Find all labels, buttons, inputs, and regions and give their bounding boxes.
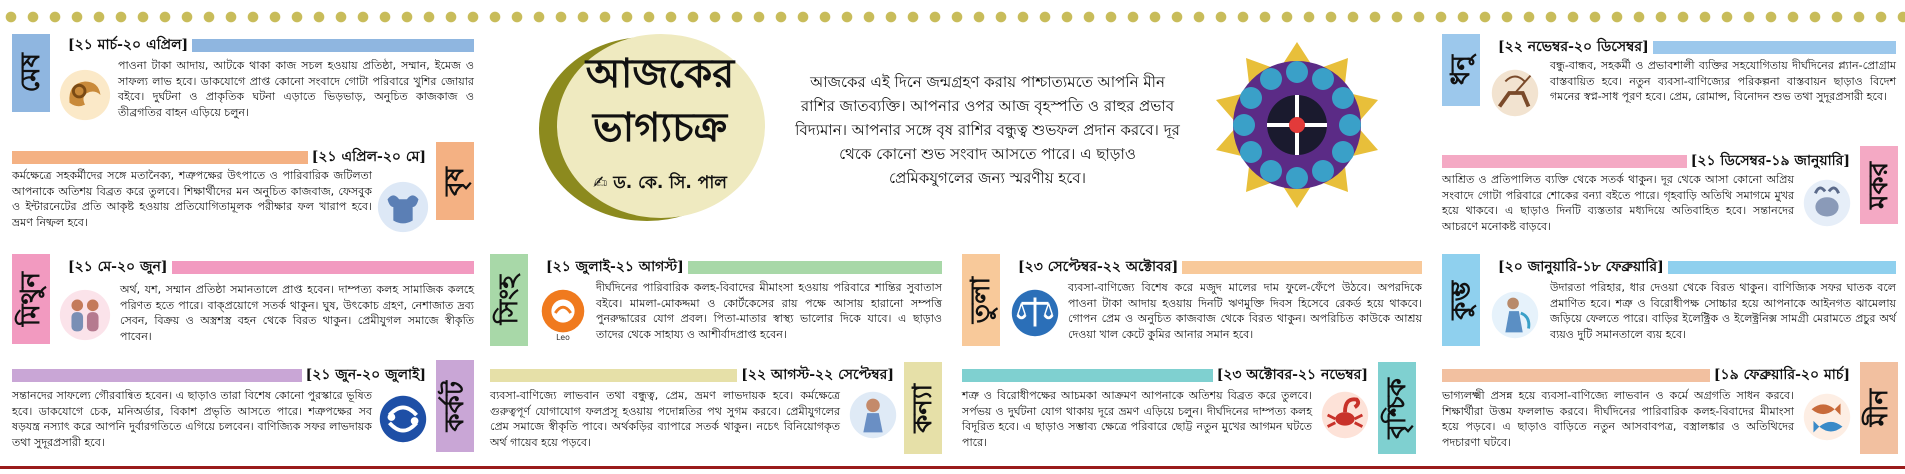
zodiac-wheel-image xyxy=(1212,40,1382,210)
sign-header xyxy=(64,258,474,276)
sign-date: [২২ আগস্ট-২২ সেপ্টেম্বর] xyxy=(737,363,898,387)
sign-name-tab xyxy=(490,254,528,346)
header-bar xyxy=(172,261,474,274)
twins-icon xyxy=(56,286,114,344)
scorpion-icon xyxy=(1316,386,1374,444)
bull-icon xyxy=(374,178,432,236)
sign-name-tab xyxy=(436,360,474,452)
sign-name-tab xyxy=(904,362,942,454)
sign-name: কুম্ভ xyxy=(1446,280,1476,320)
header-bar xyxy=(12,369,302,382)
sign-name-tab xyxy=(12,254,50,344)
ram-icon xyxy=(56,66,114,124)
author-name: ড. কে. সি. পাল xyxy=(613,173,727,193)
sign-name-tab xyxy=(1442,254,1480,346)
sign-header xyxy=(1442,152,1854,170)
title-line2: ভাগ্যচক্র xyxy=(592,104,728,151)
sign-date: [২২ নভেম্বর-২০ ডিসেম্বর] xyxy=(1494,35,1653,59)
sign-date: [২১ জুন-২০ জুলাই] xyxy=(302,363,430,387)
sign-text: উদারতা পরিহার, ধার দেওয়া থেকে বিরত থাকুন। বাণিজ্যিক সফর ঘাতক বলে প্রমাণিত হবে। শত্রু ও বিরোধীপক্ষ সোচ্চার হয়ে আপনাকে আইনগত ঝামেলায় জড়িয়ে ফেলতে পারে। বাড়ির ইলেক্ট্রিক ও ইলেক্ট্রনিক্স সামগ্রী মেরামতে প্রচুর অর্থ ব্যয়ও দুটি সমানতালে ব্যয় হবে। xyxy=(1550,281,1896,341)
sign-header xyxy=(1014,258,1422,276)
sign-name-tab xyxy=(1860,362,1898,454)
water-bearer-icon xyxy=(1486,286,1544,344)
sign-date: [২৩ সেপ্টেম্বর-২২ অক্টোবর] xyxy=(1014,255,1182,279)
fish-icon xyxy=(1798,388,1856,446)
sign-text: অর্থ, যশ, সম্মান প্রতিষ্ঠা সমানতালে প্রাপ্ত হবেন। দাম্পত্য কলহ সামাজিক কলহে পরিণত হতে পারে। বাক্প্রয়োগে সতর্ক থাকুন। ঘুষ, উৎকোচ গ্রহণ, নেশাজাত দ্রব্য সেবন, বিক্রয় ও অস্ত্রশস্ত্র বহন থেকে বিরত থাকুন। প্রেমীযুগল সমাজে স্বীকৃতি পাবেন। xyxy=(120,283,474,343)
sign-date: [২১ এপ্রিল-২০ মে] xyxy=(308,145,430,169)
sign-name-tab xyxy=(1442,34,1480,106)
sign-name-tab xyxy=(436,142,474,220)
dotted-border-top xyxy=(0,10,1905,24)
sign-name: সিংহ xyxy=(494,275,524,325)
sign-date: [২১ মার্চ-২০ এপ্রিল] xyxy=(64,33,192,57)
header-bar xyxy=(1653,41,1896,54)
sign-date: [২১ জুলাই-২১ আগস্ট] xyxy=(542,255,688,279)
author-line xyxy=(555,170,765,198)
virgo-icon xyxy=(844,386,902,444)
sign-text: দীর্ঘদিনের পারিবারিক কলহ-বিবাদের মীমাংসা হওয়ায় পরিবারে শান্তির সুবাতাস বইবে। মামলা-মোকদ্দমা ও কোর্টকেসের রায় পক্ষে আসায় হারানো সম্পত্তি পুনরুদ্ধারের যোগ প্রবল। পিতা-মাতার স্বাস্থ্য ভালোর দিকে যাবে। এ ছাড়াও তাদের থেকে সাহায্য ও আশীর্বাদপ্রাপ্ত হবেন। xyxy=(596,281,942,341)
sign-text: ভাগ্যলক্ষ্মী প্রসন্ন হয়ে ব্যবসা-বাণিজ্যে লাভবান ও কর্মে অগ্রগতি সাধন করবে। শিক্ষার্থীরা উত্তম ফললাভ করবে। দীর্ঘদিনের পারিবারিক কলহ-বিবাদের মীমাংসা হয়ে পড়বে। এ ছাড়াও বাড়িতে নতুন আসবাবপত্র, বস্ত্রালঙ্কার ও অতিথিদের পদচারণা ঘটবে। xyxy=(1442,389,1794,449)
sign-name: তুলা xyxy=(966,276,996,324)
goat-icon xyxy=(1798,174,1856,232)
title-badge xyxy=(535,34,780,224)
sign-name-tab xyxy=(12,34,50,112)
sign-date: [২১ মে-২০ জুন] xyxy=(64,255,172,279)
header-bar xyxy=(490,369,737,382)
bottom-rule xyxy=(0,466,1905,469)
lion-icon xyxy=(534,284,592,342)
sign-name: বৃশ্চিক xyxy=(1382,377,1412,439)
header-bar xyxy=(12,151,308,164)
sign-name: মিথুন xyxy=(16,271,46,327)
header-bar xyxy=(962,369,1213,382)
sign-text: বন্ধু-বান্ধব, সহকর্মী ও প্রভাবশালী ব্যক্তির সহযোগিতায় দীর্ঘদিনের প্ল্যান-প্রোগ্রাম বাস্তবায়িত হবে। নতুন ব্যবসা-বাণিজ্যের পরিকল্পনা বাস্তবায়ন ছাড়াও বিদেশ গমনের স্বপ্ন-সাধ পূরণ হবে। প্রেম, রোমান্স, বিনোদন শুভ তথা সুদূরপ্রসারী হবে। xyxy=(1550,59,1896,103)
sign-text: আশ্রিত ও প্রতিপালিত ব্যক্তি থেকে সতর্ক থাকুন। দূর থেকে আসা কোনো অপ্রিয় সংবাদে গোটা পরিবারে শোকের বন্যা বইতে পারে। গৃহবাড়ি অতিথি সমাগমে মুখর হয়ে থাকবে। এ ছাড়াও দিনটি ব্যস্ততার মধ্যদিয়ে অতিবাহিত হবে। সন্তানদের আচরণে মনোকষ্ট বাড়বে। xyxy=(1442,173,1794,233)
header-bar xyxy=(1668,261,1896,274)
sign-name: বৃষ xyxy=(440,166,470,196)
sign-text: কর্মক্ষেত্রে সহকর্মীদের সঙ্গে মতানৈক্য, শত্রুপক্ষের উৎপাতে ও পারিবারিক জটিলতা আপনাকে অতিশয় বিব্রত করে তুলবে। শিক্ষার্থীদের মন অনুচিত কাজবাজ, ফেসবুক ও ইন্টারনেটের প্রতি আকৃষ্ট হওয়ায় প্রতিযোগিতামূলক পরীক্ষার ফল খারাপ হবে। ভ্রমণ নিষ্ফল হবে। xyxy=(12,169,372,229)
sign-name: কন্যা xyxy=(908,383,938,433)
sign-date: [২০ জানুয়ারি-১৮ ফেব্রুয়ারি] xyxy=(1494,255,1668,279)
sign-name-tab xyxy=(1860,146,1898,224)
sign-header xyxy=(12,366,430,384)
sign-name: কর্কট xyxy=(440,380,470,432)
archer-icon xyxy=(1486,64,1544,122)
header-bar xyxy=(1442,369,1710,382)
sign-name: মকর xyxy=(1864,161,1894,209)
sign-header xyxy=(12,148,430,166)
sign-date: [২১ ডিসেম্বর-১৯ জানুয়ারি] xyxy=(1687,149,1854,173)
header-bar xyxy=(1182,261,1422,274)
sign-header xyxy=(1494,38,1896,56)
sign-header xyxy=(542,258,942,276)
sign-header xyxy=(64,36,474,54)
svg-text:Leo: Leo xyxy=(556,333,570,342)
sign-text: ব্যবসা-বাণিজ্যে লাভবান তথা বন্ধুত্ব, প্রেম, ভ্রমণ লাভদায়ক হবে। কর্মক্ষেত্রে গুরুত্বপূর্ণ যোগাযোগ ফলপ্রসূ হওয়ায় পদোন্নতির পথ সুগম করবে। প্রেমীযুগলের প্রেম সমাজে স্বীকৃতি পাবে। অর্থকড়ির ব্যাপারে সতর্ক থাকুন। নচেৎ বিনিয়োগকৃত অর্থ গায়েব হয়ে পড়বে। xyxy=(490,389,840,449)
sign-text: সন্তানদের সাফল্যে গৌরবান্বিত হবেন। এ ছাড়াও তারা বিশেষ কোনো পুরস্কারে ভূষিত হবে। ডাকযোগে চেক, মনিঅর্ডার, বিকাশ প্রভৃতি আসতে পারে। শত্রুপক্ষের সব ষড়যন্ত্র নস্যাৎ করে আপনি দুর্বারগতিতে এগিয়ে চলবেন। বাণিজ্যিক সফর লাভদায়ক তথা সুদূরপ্রসারী হবে। xyxy=(12,389,372,449)
sign-name-tab xyxy=(962,254,1000,346)
sign-header xyxy=(962,366,1372,384)
sign-name: মেষ xyxy=(16,53,46,93)
sign-date: [২৩ অক্টোবর-২১ নভেম্বর] xyxy=(1213,363,1372,387)
sign-header xyxy=(490,366,898,384)
sign-name-tab xyxy=(1378,362,1416,454)
sign-text: শত্রু ও বিরোধীপক্ষের আচমকা আক্রমণ আপনাকে অতিশয় বিব্রত করে তুলবে। সর্পভয় ও দুর্ঘটনা যোগ থাকায় দূরে ভ্রমণ এড়িয়ে চলুন। দীর্ঘদিনের দাম্পত্য কলহ বিদূরিত হবে। এ ছাড়াও সম্ভাব্য ক্ষেত্রে পরিবারে ছোট্ট নতুন মুখের আগমন ঘটতে পারে। xyxy=(962,389,1312,449)
crab-icon xyxy=(374,390,432,448)
sign-header xyxy=(1494,258,1896,276)
header-bar xyxy=(688,261,942,274)
intro-text: আজকের এই দিনে জন্মগ্রহণ করায় পাশ্চাত্যমতে আপনি মীন রাশির জাতব্যক্তি। আপনার ওপর আজ বৃহস্পতি ও রাহুর প্রভাব বিদ্যমান। আপনার সঙ্গে বৃষ রাশির বন্ধুত্ব শুভফল প্রদান করবে। দূর থেকে কোনো শুভ সংবাদ আসতে পারে। এ ছাড়াও প্রেমিকযুগলের জন্য স্মরণীয় হবে। xyxy=(795,73,1180,187)
sign-name: মীন xyxy=(1864,389,1894,427)
pen-icon: ✍ xyxy=(593,173,608,193)
header-bar xyxy=(1442,155,1687,168)
sign-date: [১৯ ফেব্রুয়ারি-২০ মার্চ] xyxy=(1710,363,1854,387)
sign-name: ধনু xyxy=(1446,54,1476,86)
header-bar xyxy=(192,39,474,52)
sign-header xyxy=(1442,366,1854,384)
sign-text: পাওনা টাকা আদায়, আটকে থাকা কাজ সচল হওয়ায় প্রতিষ্ঠা, সম্মান, ইমেজ ও সাফল্য লাভ হবে। ডাকযোগে প্রাপ্ত কোনো সংবাদে গোটা পরিবারে খুশির জোয়ার বইবে। দুর্ঘটনা ও প্রাকৃতিক ঘটনা এড়াতে ভিড়ভাড়, অনুচিত কাজকাজ ও তীব্রগতির বাহন এড়িয়ে চলুন। xyxy=(118,59,474,119)
sign-text: ব্যবসা-বাণিজ্যে বিশেষ করে মজুদ মালের দাম ফুলে-ফেঁপে উঠবে। অপরদিকে পাওনা টাকা আদায় হওয়ায় দিনটি ঋণমুক্তি দিবস হিসেবে রেকর্ড হয়ে থাকবে। গোপন প্রেম ও অনুচিত কাজবাজ থেকে বিরত থাকুন। অপরিচিত কাউকে আশ্রয় দেওয়া খাল কেটে কুমির আনার সমান হবে। xyxy=(1068,281,1422,341)
title-line1: আজকের xyxy=(585,50,735,97)
scales-icon xyxy=(1006,284,1064,342)
